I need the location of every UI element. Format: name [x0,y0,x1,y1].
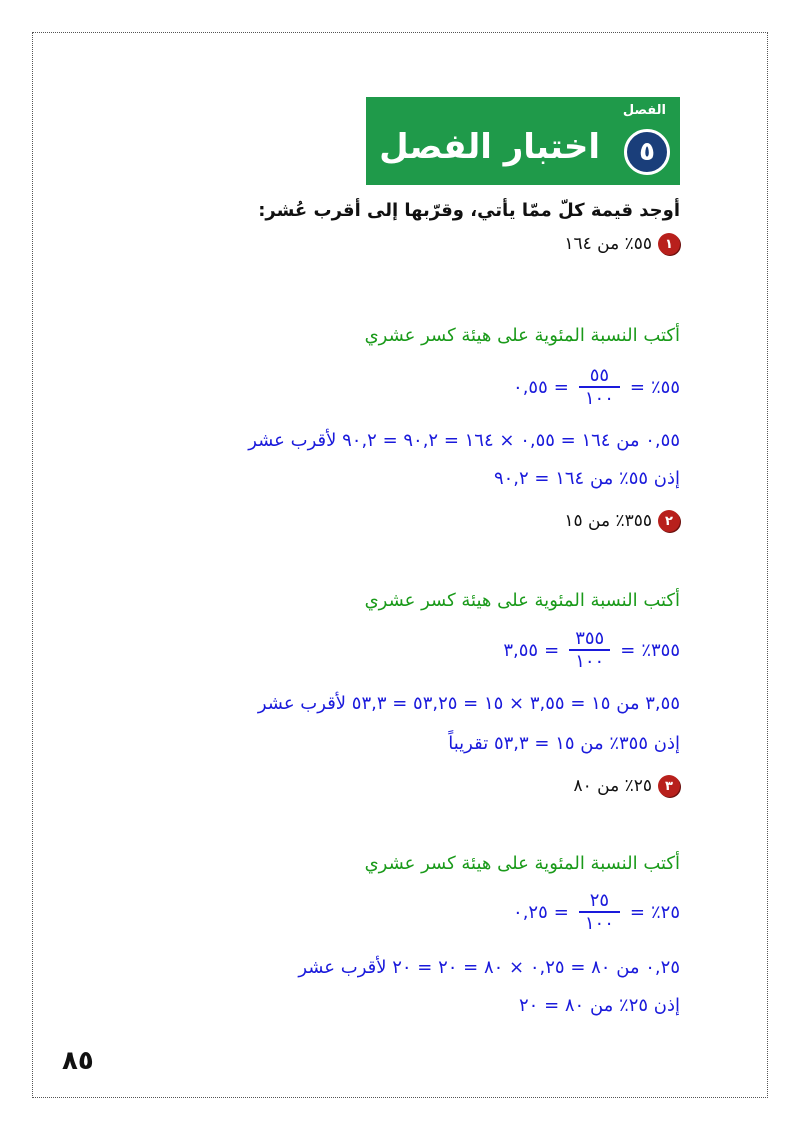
decimal-value: ٠,٥٥ [513,376,548,398]
equals-sign: = [553,901,569,923]
problem-3-answer: إذن ٢٥٪ من ٨٠ = ٢٠ [519,995,680,1016]
decimal-value: ٣,٥٥ [503,639,539,661]
numerator: ٥٥ [589,365,610,386]
denominator: ١٠٠ [569,649,610,672]
problem-3-step-title: أكتب النسبة المئوية على هيئة كسر عشري [364,853,680,874]
problem-number-badge: ٢ [658,510,680,532]
question-text: ٥٥٪ من ١٦٤ [564,234,652,254]
problem-number-badge: ١ [658,233,680,255]
problem-3-calculation: ٠,٢٥ من ٨٠ = ٠,٢٥ × ٨٠ = ٢٠ = ٢٠ لأقرب عشر [298,957,680,978]
numerator: ٢٥ [589,890,610,911]
equals-sign: = [620,639,636,661]
problem-1-calculation: ٠,٥٥ من ١٦٤ = ٠,٥٥ × ١٦٤ = ٩٠,٢ = ٩٠,٢ لأقرب عشر [248,430,680,451]
numerator: ٣٥٥ [575,628,605,649]
problem-2-fraction-line [503,628,680,672]
decimal-value: ٠,٢٥ [513,901,548,923]
percent-value: ٣٥٥٪ [641,639,680,661]
chapter-label: الفصل [622,103,666,118]
chapter-number-badge: ٥ [624,129,670,175]
page-frame [32,32,768,1098]
denominator: ١٠٠ [579,911,620,934]
fraction [565,628,614,672]
equals-sign: = [629,376,645,398]
fraction [575,890,624,934]
fraction [575,365,624,409]
problem-1-answer: إذن ٥٥٪ من ١٦٤ = ٩٠,٢ [493,468,680,489]
percent-value: ٥٥٪ [650,376,680,398]
instruction-text: أوجد قيمة كلّ ممّا يأتي، وقرّبها إلى أقرب عُشر: [258,200,680,221]
problem-1-question [564,233,680,255]
problem-2-answer: إذن ٣٥٥٪ من ١٥ = ٥٣,٣ تقريباً [448,733,680,754]
equals-sign: = [629,901,645,923]
problem-2-calculation: ٣,٥٥ من ١٥ = ٣,٥٥ × ١٥ = ٥٣,٢٥ = ٥٣,٣ لأقرب عشر [257,693,680,714]
problem-number-badge: ٣ [658,775,680,797]
equals-sign: = [544,639,560,661]
problem-3-fraction-line [513,890,680,934]
percent-value: ٢٥٪ [650,901,680,923]
page-number: ٨٥ [62,1046,94,1076]
question-text: ٣٥٥٪ من ١٥ [564,511,652,531]
page-title: اختبار الفصل [379,127,600,167]
problem-1-step-title: أكتب النسبة المئوية على هيئة كسر عشري [364,325,680,346]
problem-1-fraction-line [513,365,680,409]
denominator: ١٠٠ [579,386,620,409]
problem-3-question [573,775,680,797]
chapter-banner [366,97,680,185]
equals-sign: = [553,376,569,398]
problem-2-step-title: أكتب النسبة المئوية على هيئة كسر عشري [364,590,680,611]
problem-2-question [564,510,680,532]
question-text: ٢٥٪ من ٨٠ [573,776,652,796]
